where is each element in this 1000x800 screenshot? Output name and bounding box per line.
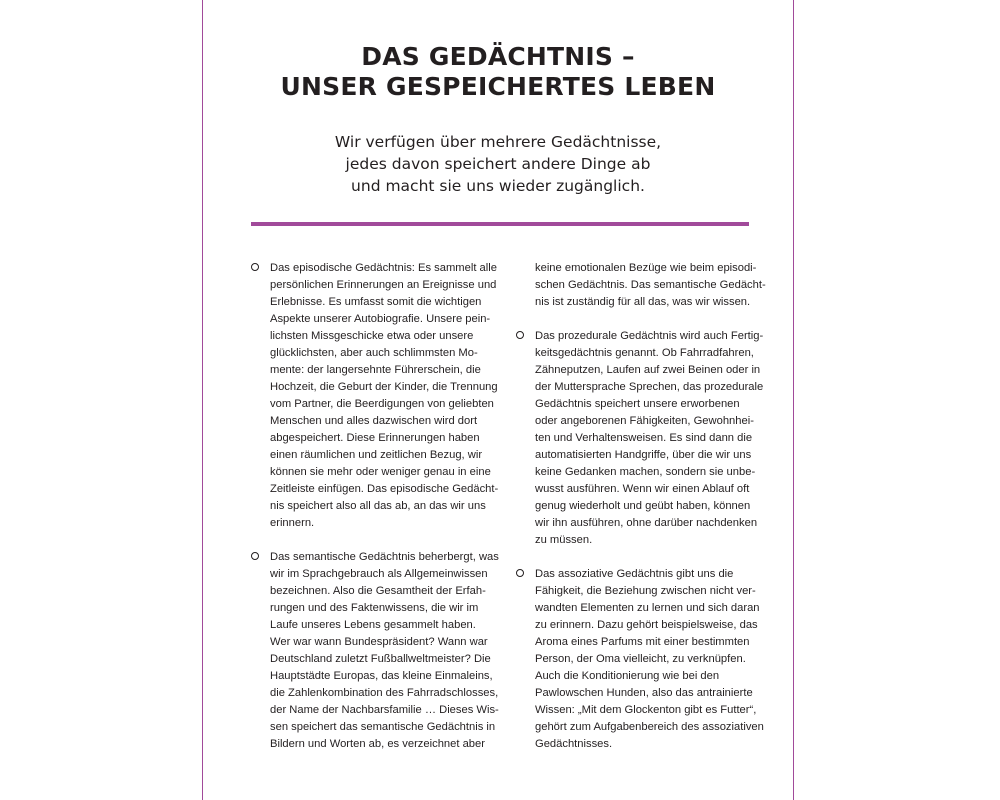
text-line: Zähneputzen, Laufen auf zwei Beinen oder in [535,364,761,376]
text-line: Person, der Oma vielleicht, zu verknüpfen. [535,653,746,665]
text-line: Aspekte unserer Autobiografie. Unsere pein- [270,313,491,325]
text-line: Fähigkeit, die Beziehung zwischen nicht ver- [535,585,756,597]
text-line: Das semantische Gedächtnis beherbergt, was [270,551,499,563]
text-line: Laufe unseres Lebens gesammelt haben. [270,619,476,631]
page-subtitle [203,131,793,197]
text-line: bezeichnen. Also die Gesamtheit der Erfah- [270,585,486,597]
text-line: keitsgedächtnis genannt. Ob Fahrradfahren, [535,347,754,359]
text-line: automatisierten Handgriffe, über die wir uns [535,449,752,461]
text-line: Aroma eines Parfums mit einer bestimmten [535,636,750,648]
page-title [203,42,793,102]
text-line: wandten Elementen zu lernen und sich daran [535,602,760,614]
text-line: oder angeborenen Fähigkeiten, Gewohnhei- [535,415,754,427]
text-line: die Zahlenkombination des Fahrradschlosses, [270,687,499,699]
text-line: Bildern und Worten ab, es verzeichnet aber [270,738,485,750]
right-column [535,260,766,770]
text-line: Gedächtnis speichert unsere erworbenen [535,398,740,410]
text-line: persönlichen Erinnerungen an Ereignisse und [270,279,497,291]
document-page [202,0,794,800]
text-line: Wer war wann Bundespräsident? Wann war [270,636,488,648]
list-item [270,549,499,753]
text-line: Das assoziative Gedächtnis gibt uns die [535,568,734,580]
text-line: nis ist zuständig für all das, was wir wissen. [535,296,751,308]
list-item [270,260,499,532]
text-line: Wissen: „Mit dem Glockenton gibt es Futter“, [535,704,757,716]
title-line: DAS GEDÄCHTNIS – [361,42,635,71]
text-line: ten und Verhaltensweisen. Es sind dann die [535,432,753,444]
subtitle-line: Wir verfügen über mehrere Gedächtnisse, [334,133,662,151]
list-item [535,328,764,549]
text-line: gehört zum Aufgabenbereich des assoziativen [535,721,764,733]
text-line: rungen und des Faktenwissens, die wir im [270,602,479,614]
text-line: der Muttersprache Sprechen, das prozedurale [535,381,764,393]
text-line: lichsten Missgeschicke etwa oder unsere [270,330,474,342]
subtitle-line: jedes davon speichert andere Dinge ab [345,155,651,173]
text-line: keine emotionalen Bezüge wie beim episodi- [535,262,757,274]
list-item [535,566,764,753]
text-line: vom Partner, die Beerdigungen von geliebten [270,398,494,410]
text-line: Hauptstädte Europas, das kleine Einmaleins, [270,670,493,682]
text-line: einen räumlichen und zeitlichen Bezug, wir [270,449,483,461]
text-line: wir im Sprachgebrauch als Allgemeinwissen [270,568,488,580]
text-line: Erlebnisse. Es umfasst somit die wichtigen [270,296,482,308]
text-line: sen speichert das semantische Gedächtnis in [270,721,496,733]
text-line: erinnern. [270,517,315,529]
text-line: Deutschland zuletzt Fußballweltmeister? Die [270,653,491,665]
accent-divider [251,222,749,226]
text-line: Das episodische Gedächtnis: Es sammelt alle [270,262,497,274]
circle-bullet-icon [251,552,259,560]
text-line: können sie mehr oder weniger genau in eine [270,466,491,478]
circle-bullet-icon [516,331,524,339]
text-line: mente: der langersehnte Führerschein, die [270,364,481,376]
title-line: UNSER GESPEICHERTES LEBEN [280,72,716,101]
text-line: Das prozedurale Gedächtnis wird auch Fertig- [535,330,764,342]
text-line: der Name der Nachbarsfamilie … Dieses Wis- [270,704,499,716]
text-line: wir ihn ausführen, ohne darüber nachdenken [535,517,758,529]
text-line: Auch die Konditionierung wie bei den [535,670,720,682]
text-line: nis speichert also all das ab, an das wir uns [270,500,486,512]
text-line: zu müssen. [535,534,593,546]
text-line: abgespeichert. Diese Erinnerungen haben [270,432,480,444]
text-line: Zeitleiste einfügen. Das episodische Gedächt- [270,483,499,495]
text-line: Menschen und alles dazwischen wird dort [270,415,478,427]
text-line: keine Gedanken machen, sondern sie unbe- [535,466,756,478]
circle-bullet-icon [251,263,259,271]
text-line: genug wiederholt und geübt haben, können [535,500,751,512]
text-line: Gedächtnisses. [535,738,613,750]
text-line: wusst ausführen. Wenn wir einen Ablauf oft [535,483,750,495]
text-line: zu erinnern. Dazu gehört beispielsweise, das [535,619,758,631]
text-line: Pawlowschen Hunden, also das antrainierte [535,687,753,699]
text-line: Hochzeit, die Geburt der Kinder, die Trennung [270,381,498,393]
left-column [270,260,499,770]
list-item [535,260,766,311]
text-line: glücklichsten, aber auch schlimmsten Mo- [270,347,478,359]
circle-bullet-icon [516,569,524,577]
subtitle-line: und macht sie uns wieder zugänglich. [351,177,645,195]
text-line: schen Gedächtnis. Das semantische Gedächt- [535,279,766,291]
